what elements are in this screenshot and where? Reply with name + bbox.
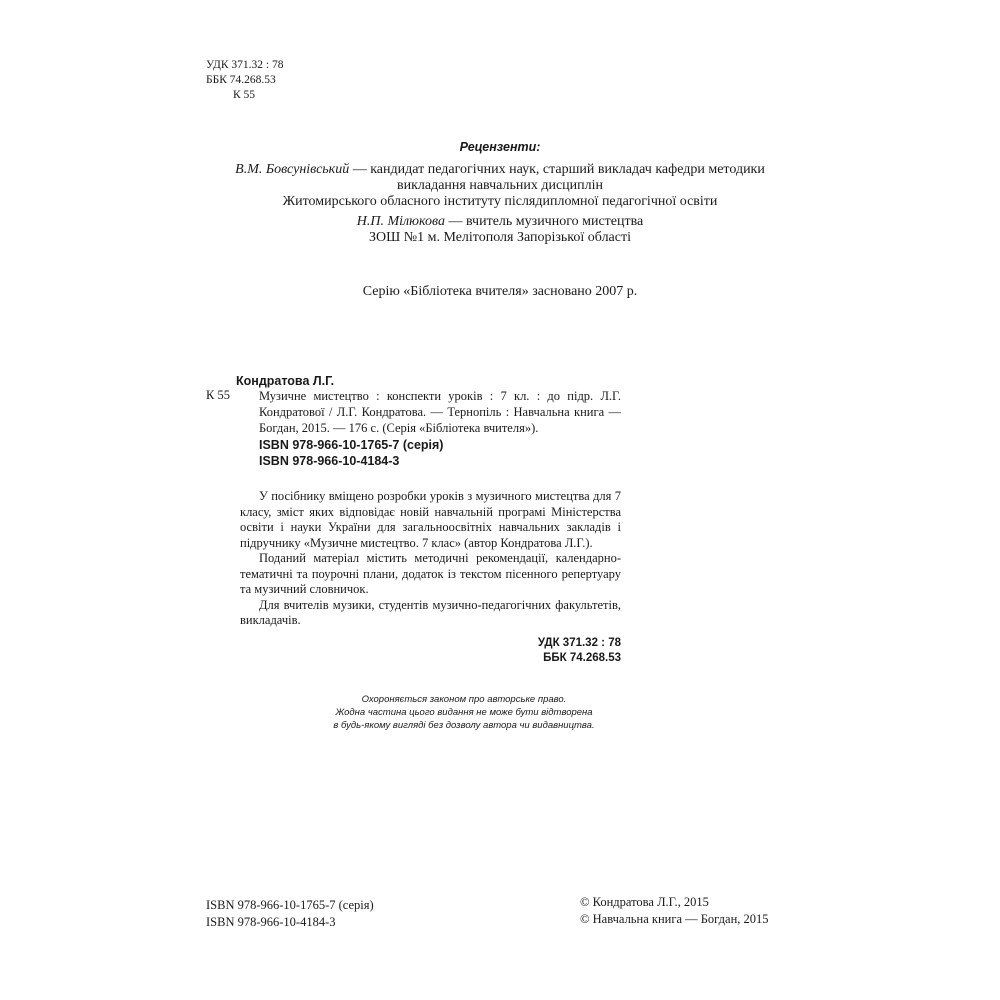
annotation-paragraph: У посібнику вміщено розробки уроків з музичного мистецтва для 7 класу, зміст яких відповідає новій навчальній програмі Міністерства освіти і науки України для загальноосвітніх навчальних закладів і підручнику «Музичне мистецтво. 7 клас» (автор Кондратова Л.Г.). (240, 489, 621, 550)
isbn-series: ISBN 978-966-10-1765-7 (серія) (206, 898, 374, 912)
reviewer-1 (0, 162, 1000, 178)
footer-isbn (206, 897, 374, 931)
annotation (240, 489, 621, 629)
isbn-book: ISBN 978-966-10-4184-3 (206, 915, 336, 929)
annotation-paragraph: Поданий матеріал містить методичні рекомендації, календарно-тематичні та поурочні плани, додаток із текстом пісенного репертуару та музичний словничок. (240, 551, 621, 596)
reviewer-2-title: — вчитель музичного мистецтва (444, 214, 644, 229)
reviewer-2-line2: ЗОШ №1 м. Мелітополя Запорізької області (368, 230, 631, 245)
reviewer-1-title: — кандидат педагогічних наук, старший викладач кафедри методики (349, 162, 765, 177)
copyright-notice (300, 693, 628, 732)
copyright-line: в будь-якому вигляді без дозволу автора чи видавництва. (333, 720, 595, 731)
series-note: Серію «Бібліотека вчителя» засновано 2007 р. (362, 284, 638, 299)
copyright-line: Охороняється законом про авторське право. (361, 694, 567, 705)
udk-code: УДК 371.32 : 78 (206, 59, 284, 71)
author-mark: К 55 (233, 89, 256, 101)
bbk-code: ББК 74.268.53 (543, 652, 621, 664)
copyright-publisher: © Навчальна книга — Богдан, 2015 (580, 912, 769, 926)
bibliographic-code: К 55 (206, 388, 230, 402)
classification-top (206, 58, 283, 103)
isbn-book: ISBN 978-966-10-4184-3 (259, 454, 400, 468)
copyright-author: © Кондратова Л.Г., 2015 (580, 895, 709, 909)
bibliographic-isbn (259, 437, 443, 469)
reviewer-1-line2: викладання навчальних дисциплін (396, 178, 604, 193)
bibliographic-description: Музичне мистецтво : конспекти уроків : 7 кл. : до підр. Л.Г. Кондратової / Л.Г. Кондратова. — Тернопіль : Навчальна книга — Богдан, 2015. — 176 с. (Серія «Бібліотека вчителя»). (259, 389, 621, 435)
udk-code: УДК 371.32 : 78 (537, 637, 621, 649)
reviewer-2 (0, 214, 1000, 230)
reviewers-title: Рецензенти: (459, 140, 541, 154)
reviewer-1-name: В.М. Бовсунівський (235, 162, 350, 177)
footer-copyright (580, 894, 769, 928)
classification-bottom (480, 636, 621, 666)
reviewer-1-line3: Житомирського обласного інституту післядипломної педагогічної освіти (282, 194, 718, 209)
reviewer-2-name: Н.П. Мілюкова (356, 214, 445, 229)
isbn-series: ISBN 978-966-10-1765-7 (серія) (259, 438, 444, 452)
bbk-code: ББК 74.268.53 (206, 74, 276, 86)
copyright-line: Жодна частина цього видання не може бути відтворена (335, 707, 593, 718)
bibliographic-author: Кондратова Л.Г. (236, 374, 335, 388)
annotation-paragraph: Для вчителів музики, студентів музично-педагогічних факультетів, викладачів. (240, 597, 621, 627)
